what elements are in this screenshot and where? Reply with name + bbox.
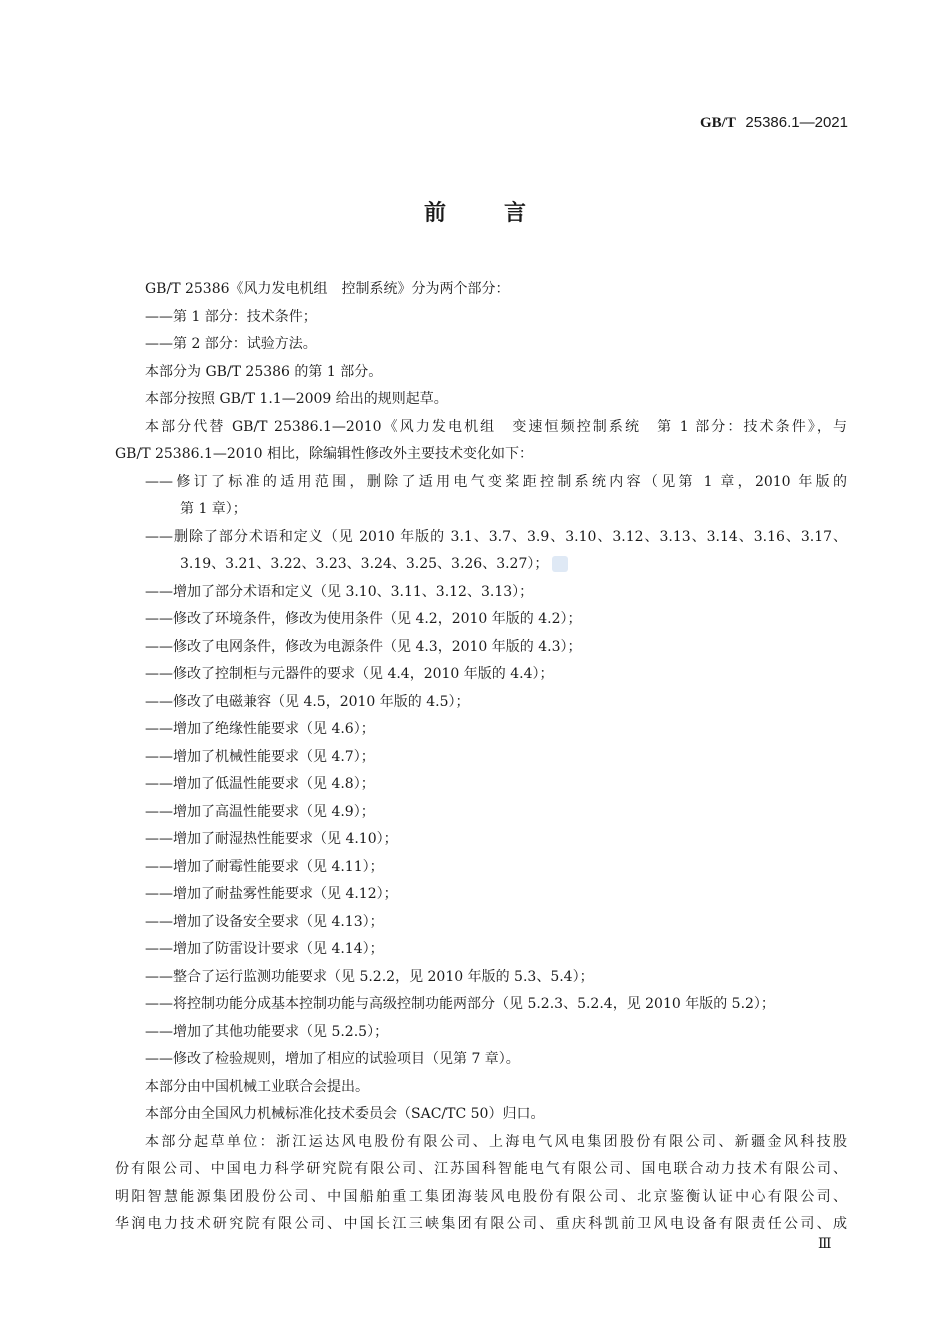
line-text: ——第 1 部分：技术条件； [145,308,317,325]
line-text: ——修改了环境条件，修改为使用条件（见 4.2，2010 年版的 4.2）； [145,611,582,627]
text-line [115,799,847,827]
line-text: 本部分代替 GB/T 25386.1—2010《风力发电机组 变速恒频控制系统 第 1 部分：技术条件》，与 [145,418,847,435]
text-line [115,881,847,909]
line-text: GB/T 25386.1—2010 相比，除编辑性修改外主要技术变化如下： [115,446,533,462]
line-text: GB/T 25386《风力发电机组 控制系统》分为两个部分： [145,281,510,297]
line-text: 3.19、3.21、3.22、3.23、3.24、3.25、3.26、3.27）； [180,556,549,572]
line-text: ——增加了机械性能要求（见 4.7）； [145,748,375,765]
line-text: 份有限公司、中国电力科学研究院有限公司、江苏国科智能电气有限公司、国电联合动力技术有限公司、 [115,1161,847,1177]
line-text: 华润电力技术研究院有限公司、中国长江三峡集团有限公司、重庆科凯前卫风电设备有限责任公司、成 [115,1216,847,1232]
text-line [115,359,847,387]
line-text: 本部分起草单位：浙江运达风电股份有限公司、上海电气风电集团股份有限公司、新疆金风科技股 [145,1133,847,1150]
line-text: ——第 2 部分：试验方法。 [145,336,317,352]
text-line [115,991,847,1019]
text-line [115,909,847,937]
text-line [115,744,847,772]
text-line [115,826,847,854]
sac-watermark-logo [552,556,568,572]
text-line [115,276,847,304]
text-line [115,936,847,964]
line-text: ——增加了高温性能要求（见 4.9）； [145,803,375,820]
page-title: 前言 [423,201,584,226]
line-text: ——增加了耐霉性能要求（见 4.11）； [145,858,384,875]
text-line [115,661,847,689]
line-text: ——修改了电磁兼容（见 4.5，2010 年版的 4.5）； [145,693,470,710]
text-line [115,1211,847,1239]
line-text: 本部分由中国机械工业联合会提出。 [145,1078,369,1095]
line-text: ——增加了设备安全要求（见 4.13）； [145,913,384,930]
text-line [115,469,847,497]
line-text: ——修订了标准的适用范围，删除了适用电气变桨距控制系统内容（见第 1 章，2010 年版的 [145,473,847,490]
text-line [115,304,847,332]
text-line [115,689,847,717]
line-text: ——修改了电网条件，修改为电源条件（见 4.3，2010 年版的 4.3）； [145,638,582,655]
text-line [115,1019,847,1047]
line-text: ——整合了运行监测功能要求（见 5.2.2，见 2010 年版的 5.3、5.4）； [145,968,594,985]
text-line [115,331,847,359]
line-text: ——增加了部分术语和定义（见 3.10、3.11、3.12、3.13）； [145,583,534,600]
text-line [115,771,847,799]
line-text: ——删除了部分术语和定义（见 2010 年版的 3.1、3.7、3.9、3.10、3.12、3.13、3.14、3.16、3.17、 [145,528,847,545]
text-line [115,1129,847,1157]
line-text: ——将控制功能分成基本控制功能与高级控制功能两部分（见 5.2.3、5.2.4，见 2010 年版的 5.2）； [145,996,775,1012]
text-line [115,716,847,744]
text-line [115,606,847,634]
text-line [115,1101,847,1129]
line-text: 本部分按照 GB/T 1.1—2009 给出的规则起草。 [145,391,448,407]
document-body [115,276,847,1239]
line-text: 第 1 章）； [180,501,247,517]
line-text: ——增加了其他功能要求（见 5.2.5）； [145,1023,389,1040]
standard-number: 25386.1—2021 [745,114,848,131]
text-line [115,854,847,882]
text-line [115,551,847,579]
line-text: ——修改了检验规则，增加了相应的试验项目（见第 7 章）。 [145,1051,520,1067]
page-number: Ⅲ [818,1236,832,1252]
line-text: ——修改了控制柜与元器件的要求（见 4.4，2010 年版的 4.4）； [145,666,554,682]
line-text: 明阳智慧能源集团股份公司、中国船舶重工集团海装风电股份有限公司、北京鉴衡认证中心有限公司、 [115,1188,847,1205]
line-text: ——增加了防雷设计要求（见 4.14）； [145,941,384,957]
text-line [115,524,847,552]
text-line [115,386,847,414]
text-line [115,441,847,469]
line-text: 本部分由全国风力机械标准化技术委员会（SAC/TC 50）归口。 [145,1106,545,1122]
text-line [115,1184,847,1212]
text-line [115,496,847,524]
line-text: ——增加了耐湿热性能要求（见 4.10）； [145,831,398,847]
text-line [115,414,847,442]
text-line [115,1156,847,1184]
line-text: ——增加了低温性能要求（见 4.8）； [145,776,375,792]
standard-header [700,113,848,132]
text-line [115,579,847,607]
text-line [115,964,847,992]
text-line [115,634,847,662]
text-line [115,1074,847,1102]
line-text: ——增加了耐盐雾性能要求（见 4.12）； [145,886,398,902]
line-text: 本部分为 GB/T 25386 的第 1 部分。 [145,363,383,380]
line-text: ——增加了绝缘性能要求（见 4.6）； [145,721,375,737]
standard-prefix: GB/T [700,115,736,131]
text-line [115,1046,847,1074]
